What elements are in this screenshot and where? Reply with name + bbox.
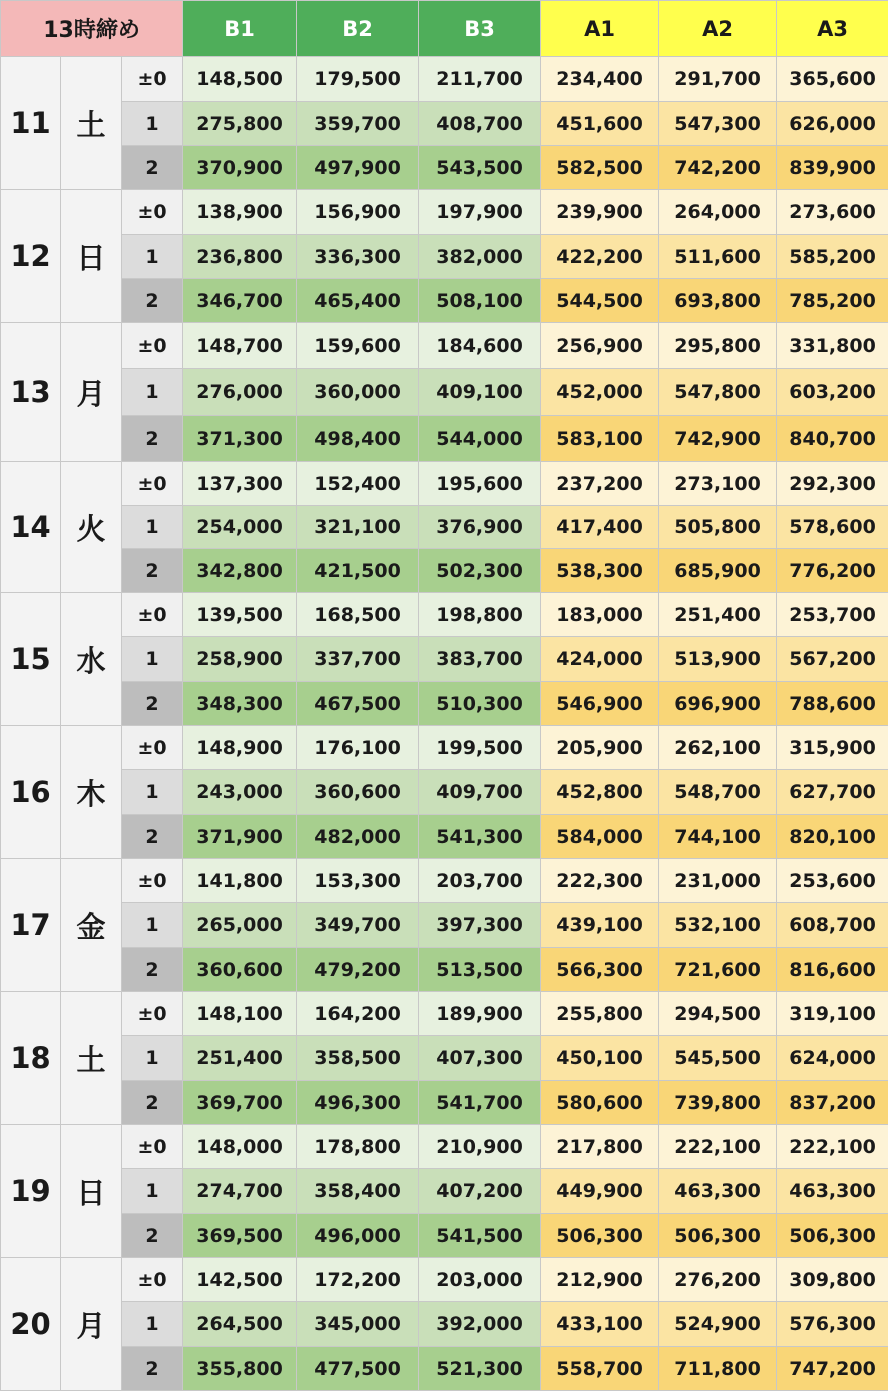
- price-cell: 785,200: [777, 279, 888, 323]
- price-cell: 262,100: [659, 726, 777, 770]
- price-cell: 693,800: [659, 279, 777, 323]
- price-cell: 309,800: [777, 1258, 888, 1302]
- price-cell: 205,900: [541, 726, 659, 770]
- offset-cell: ±0: [122, 593, 183, 637]
- price-cell: 251,400: [183, 1036, 297, 1081]
- price-cell: 376,900: [419, 506, 541, 549]
- price-cell: 295,800: [659, 323, 777, 369]
- table-row: [1, 992, 888, 1036]
- price-cell: 582,500: [541, 146, 659, 190]
- weekday-cell: 月: [61, 323, 122, 462]
- price-cell: 370,900: [183, 146, 297, 190]
- price-cell: 382,000: [419, 235, 541, 279]
- price-cell: 541,700: [419, 1081, 541, 1125]
- table-row: [1, 235, 888, 279]
- price-cell: 497,900: [297, 146, 419, 190]
- price-cell: 237,200: [541, 462, 659, 506]
- price-cell: 198,800: [419, 593, 541, 637]
- price-cell: 178,800: [297, 1125, 419, 1169]
- price-cell: 371,300: [183, 416, 297, 462]
- price-cell: 371,900: [183, 815, 297, 859]
- price-cell: 421,500: [297, 549, 419, 593]
- price-cell: 348,300: [183, 682, 297, 726]
- price-cell: 365,600: [777, 57, 888, 102]
- price-cell: 407,300: [419, 1036, 541, 1081]
- price-cell: 222,100: [659, 1125, 777, 1169]
- table-row: [1, 190, 888, 235]
- price-cell: 172,200: [297, 1258, 419, 1302]
- price-cell: 255,800: [541, 992, 659, 1036]
- price-cell: 291,700: [659, 57, 777, 102]
- weekday-cell: 金: [61, 859, 122, 992]
- price-cell: 195,600: [419, 462, 541, 506]
- price-cell: 273,100: [659, 462, 777, 506]
- column-header-a2: A2: [659, 1, 777, 57]
- price-cell: 502,300: [419, 549, 541, 593]
- price-cell: 506,300: [541, 1214, 659, 1258]
- price-cell: 212,900: [541, 1258, 659, 1302]
- price-cell: 148,700: [183, 323, 297, 369]
- price-cell: 217,800: [541, 1125, 659, 1169]
- price-cell: 197,900: [419, 190, 541, 235]
- price-cell: 513,500: [419, 948, 541, 992]
- offset-cell: 2: [122, 549, 183, 593]
- offset-cell: ±0: [122, 190, 183, 235]
- weekday-cell: 日: [61, 190, 122, 323]
- price-cell: 292,300: [777, 462, 888, 506]
- offset-cell: 2: [122, 279, 183, 323]
- date-cell: 12: [1, 190, 61, 323]
- table-row: [1, 1214, 888, 1258]
- table-row: [1, 859, 888, 903]
- price-cell: 409,700: [419, 770, 541, 815]
- price-cell: 496,300: [297, 1081, 419, 1125]
- price-cell: 541,300: [419, 815, 541, 859]
- price-cell: 392,000: [419, 1302, 541, 1347]
- price-cell: 479,200: [297, 948, 419, 992]
- offset-cell: 2: [122, 1347, 183, 1391]
- price-cell: 253,600: [777, 859, 888, 903]
- offset-cell: ±0: [122, 462, 183, 506]
- price-cell: 816,600: [777, 948, 888, 992]
- price-cell: 360,600: [183, 948, 297, 992]
- price-cell: 521,300: [419, 1347, 541, 1391]
- price-cell: 424,000: [541, 637, 659, 682]
- table-row: [1, 726, 888, 770]
- price-cell: 342,800: [183, 549, 297, 593]
- price-cell: 369,700: [183, 1081, 297, 1125]
- price-cell: 558,700: [541, 1347, 659, 1391]
- price-cell: 463,300: [659, 1169, 777, 1214]
- offset-cell: 2: [122, 146, 183, 190]
- price-cell: 243,000: [183, 770, 297, 815]
- offset-cell: 1: [122, 506, 183, 549]
- price-cell: 538,300: [541, 549, 659, 593]
- price-cell: 584,000: [541, 815, 659, 859]
- price-cell: 156,900: [297, 190, 419, 235]
- price-cell: 184,600: [419, 323, 541, 369]
- price-cell: 433,100: [541, 1302, 659, 1347]
- offset-cell: 1: [122, 235, 183, 279]
- price-cell: 148,900: [183, 726, 297, 770]
- price-cell: 532,100: [659, 903, 777, 948]
- table-row: [1, 1258, 888, 1302]
- price-cell: 264,000: [659, 190, 777, 235]
- table-row: [1, 1169, 888, 1214]
- column-header-a3: A3: [777, 1, 888, 57]
- price-cell: 183,000: [541, 593, 659, 637]
- price-cell: 319,100: [777, 992, 888, 1036]
- price-cell: 506,300: [777, 1214, 888, 1258]
- offset-cell: 1: [122, 637, 183, 682]
- offset-cell: 1: [122, 770, 183, 815]
- price-cell: 359,700: [297, 102, 419, 146]
- offset-cell: ±0: [122, 57, 183, 102]
- table-row: [1, 682, 888, 726]
- price-cell: 231,000: [659, 859, 777, 903]
- price-cell: 626,000: [777, 102, 888, 146]
- price-cell: 417,400: [541, 506, 659, 549]
- price-cell: 624,000: [777, 1036, 888, 1081]
- price-cell: 276,200: [659, 1258, 777, 1302]
- table-row: [1, 770, 888, 815]
- offset-cell: 2: [122, 948, 183, 992]
- price-cell: 524,900: [659, 1302, 777, 1347]
- price-cell: 315,900: [777, 726, 888, 770]
- weekday-cell: 土: [61, 57, 122, 190]
- price-cell: 346,700: [183, 279, 297, 323]
- offset-cell: 2: [122, 815, 183, 859]
- price-cell: 580,600: [541, 1081, 659, 1125]
- price-cell: 236,800: [183, 235, 297, 279]
- price-cell: 744,100: [659, 815, 777, 859]
- price-cell: 578,600: [777, 506, 888, 549]
- offset-cell: 1: [122, 903, 183, 948]
- date-cell: 16: [1, 726, 61, 859]
- price-cell: 234,400: [541, 57, 659, 102]
- price-cell: 137,300: [183, 462, 297, 506]
- date-cell: 13: [1, 323, 61, 462]
- price-cell: 355,800: [183, 1347, 297, 1391]
- weekday-cell: 木: [61, 726, 122, 859]
- price-cell: 152,400: [297, 462, 419, 506]
- price-cell: 159,600: [297, 323, 419, 369]
- price-cell: 685,900: [659, 549, 777, 593]
- price-cell: 397,300: [419, 903, 541, 948]
- price-cell: 498,400: [297, 416, 419, 462]
- offset-cell: 1: [122, 1036, 183, 1081]
- price-cell: 776,200: [777, 549, 888, 593]
- price-cell: 742,900: [659, 416, 777, 462]
- price-cell: 349,700: [297, 903, 419, 948]
- table-row: [1, 593, 888, 637]
- price-cell: 264,500: [183, 1302, 297, 1347]
- price-cell: 274,700: [183, 1169, 297, 1214]
- price-cell: 203,000: [419, 1258, 541, 1302]
- price-cell: 837,200: [777, 1081, 888, 1125]
- price-cell: 321,100: [297, 506, 419, 549]
- table-row: [1, 369, 888, 416]
- price-cell: 696,900: [659, 682, 777, 726]
- price-cell: 275,800: [183, 102, 297, 146]
- offset-cell: 2: [122, 682, 183, 726]
- price-cell: 294,500: [659, 992, 777, 1036]
- column-header-b2: B2: [297, 1, 419, 57]
- price-cell: 608,700: [777, 903, 888, 948]
- price-cell: 383,700: [419, 637, 541, 682]
- date-cell: 14: [1, 462, 61, 593]
- price-cell: 276,000: [183, 369, 297, 416]
- price-cell: 463,300: [777, 1169, 888, 1214]
- table-header: [1, 1, 888, 57]
- column-header-a1: A1: [541, 1, 659, 57]
- table-row: [1, 948, 888, 992]
- price-cell: 840,700: [777, 416, 888, 462]
- price-cell: 139,500: [183, 593, 297, 637]
- price-cell: 138,900: [183, 190, 297, 235]
- price-cell: 547,800: [659, 369, 777, 416]
- table-row: [1, 1347, 888, 1391]
- price-cell: 496,000: [297, 1214, 419, 1258]
- table-row: [1, 1081, 888, 1125]
- price-cell: 265,000: [183, 903, 297, 948]
- table-row: [1, 815, 888, 859]
- date-cell: 18: [1, 992, 61, 1125]
- price-cell: 603,200: [777, 369, 888, 416]
- price-cell: 148,100: [183, 992, 297, 1036]
- price-cell: 358,400: [297, 1169, 419, 1214]
- offset-cell: 1: [122, 1302, 183, 1347]
- price-cell: 203,700: [419, 859, 541, 903]
- price-cell: 544,500: [541, 279, 659, 323]
- price-cell: 467,500: [297, 682, 419, 726]
- table-row: [1, 416, 888, 462]
- price-cell: 511,600: [659, 235, 777, 279]
- price-cell: 422,200: [541, 235, 659, 279]
- offset-cell: 1: [122, 1169, 183, 1214]
- price-cell: 239,900: [541, 190, 659, 235]
- price-cell: 439,100: [541, 903, 659, 948]
- price-cell: 189,900: [419, 992, 541, 1036]
- price-cell: 567,200: [777, 637, 888, 682]
- price-cell: 465,400: [297, 279, 419, 323]
- weekday-cell: 火: [61, 462, 122, 593]
- price-cell: 508,100: [419, 279, 541, 323]
- price-cell: 547,300: [659, 102, 777, 146]
- price-cell: 583,100: [541, 416, 659, 462]
- price-cell: 505,800: [659, 506, 777, 549]
- column-header-b3: B3: [419, 1, 541, 57]
- price-cell: 199,500: [419, 726, 541, 770]
- weekday-cell: 土: [61, 992, 122, 1125]
- offset-cell: 2: [122, 416, 183, 462]
- price-cell: 168,500: [297, 593, 419, 637]
- price-cell: 585,200: [777, 235, 888, 279]
- price-cell: 820,100: [777, 815, 888, 859]
- table-row: [1, 279, 888, 323]
- offset-cell: ±0: [122, 1258, 183, 1302]
- deadline-label: 13時締め: [1, 1, 183, 57]
- price-cell: 164,200: [297, 992, 419, 1036]
- price-cell: 254,000: [183, 506, 297, 549]
- price-cell: 543,500: [419, 146, 541, 190]
- price-cell: 360,000: [297, 369, 419, 416]
- offset-cell: 2: [122, 1214, 183, 1258]
- table-row: [1, 637, 888, 682]
- table-row: [1, 549, 888, 593]
- price-cell: 141,800: [183, 859, 297, 903]
- price-cell: 409,100: [419, 369, 541, 416]
- price-cell: 839,900: [777, 146, 888, 190]
- date-cell: 17: [1, 859, 61, 992]
- price-cell: 258,900: [183, 637, 297, 682]
- date-cell: 20: [1, 1258, 61, 1391]
- offset-cell: ±0: [122, 1125, 183, 1169]
- price-cell: 153,300: [297, 859, 419, 903]
- table-row: [1, 323, 888, 369]
- table-row: [1, 57, 888, 102]
- price-cell: 546,900: [541, 682, 659, 726]
- price-cell: 408,700: [419, 102, 541, 146]
- price-cell: 482,000: [297, 815, 419, 859]
- table-row: [1, 903, 888, 948]
- price-cell: 256,900: [541, 323, 659, 369]
- price-cell: 627,700: [777, 770, 888, 815]
- price-cell: 452,000: [541, 369, 659, 416]
- price-cell: 513,900: [659, 637, 777, 682]
- price-cell: 222,300: [541, 859, 659, 903]
- price-cell: 407,200: [419, 1169, 541, 1214]
- price-cell: 369,500: [183, 1214, 297, 1258]
- table-row: [1, 146, 888, 190]
- offset-cell: ±0: [122, 726, 183, 770]
- price-cell: 510,300: [419, 682, 541, 726]
- price-cell: 506,300: [659, 1214, 777, 1258]
- table-row: [1, 102, 888, 146]
- price-cell: 253,700: [777, 593, 888, 637]
- price-cell: 545,500: [659, 1036, 777, 1081]
- price-cell: 544,000: [419, 416, 541, 462]
- price-cell: 747,200: [777, 1347, 888, 1391]
- price-cell: 148,000: [183, 1125, 297, 1169]
- price-cell: 451,600: [541, 102, 659, 146]
- price-cell: 477,500: [297, 1347, 419, 1391]
- price-cell: 148,500: [183, 57, 297, 102]
- price-cell: 176,100: [297, 726, 419, 770]
- price-cell: 337,700: [297, 637, 419, 682]
- table-row: [1, 1125, 888, 1169]
- price-cell: 210,900: [419, 1125, 541, 1169]
- date-cell: 19: [1, 1125, 61, 1258]
- table-body: [1, 57, 888, 1391]
- price-cell: 739,800: [659, 1081, 777, 1125]
- price-cell: 251,400: [659, 593, 777, 637]
- price-cell: 742,200: [659, 146, 777, 190]
- price-cell: 336,300: [297, 235, 419, 279]
- price-cell: 711,800: [659, 1347, 777, 1391]
- offset-cell: ±0: [122, 859, 183, 903]
- offset-cell: ±0: [122, 323, 183, 369]
- price-cell: 721,600: [659, 948, 777, 992]
- offset-cell: ±0: [122, 992, 183, 1036]
- column-header-b1: B1: [183, 1, 297, 57]
- price-cell: 449,900: [541, 1169, 659, 1214]
- price-cell: 222,100: [777, 1125, 888, 1169]
- weekday-cell: 日: [61, 1125, 122, 1258]
- table-row: [1, 462, 888, 506]
- price-cell: 273,600: [777, 190, 888, 235]
- offset-cell: 1: [122, 102, 183, 146]
- price-cell: 548,700: [659, 770, 777, 815]
- weekday-cell: 月: [61, 1258, 122, 1391]
- price-cell: 566,300: [541, 948, 659, 992]
- price-cell: 360,600: [297, 770, 419, 815]
- price-cell: 358,500: [297, 1036, 419, 1081]
- table-row: [1, 506, 888, 549]
- price-cell: 541,500: [419, 1214, 541, 1258]
- price-cell: 452,800: [541, 770, 659, 815]
- price-cell: 450,100: [541, 1036, 659, 1081]
- table-row: [1, 1302, 888, 1347]
- table-row: [1, 1036, 888, 1081]
- price-cell: 345,000: [297, 1302, 419, 1347]
- offset-cell: 1: [122, 369, 183, 416]
- price-cell: 142,500: [183, 1258, 297, 1302]
- price-cell: 788,600: [777, 682, 888, 726]
- weekday-cell: 水: [61, 593, 122, 726]
- price-cell: 576,300: [777, 1302, 888, 1347]
- date-cell: 15: [1, 593, 61, 726]
- price-cell: 331,800: [777, 323, 888, 369]
- price-cell: 211,700: [419, 57, 541, 102]
- offset-cell: 2: [122, 1081, 183, 1125]
- price-cell: 179,500: [297, 57, 419, 102]
- date-cell: 11: [1, 57, 61, 190]
